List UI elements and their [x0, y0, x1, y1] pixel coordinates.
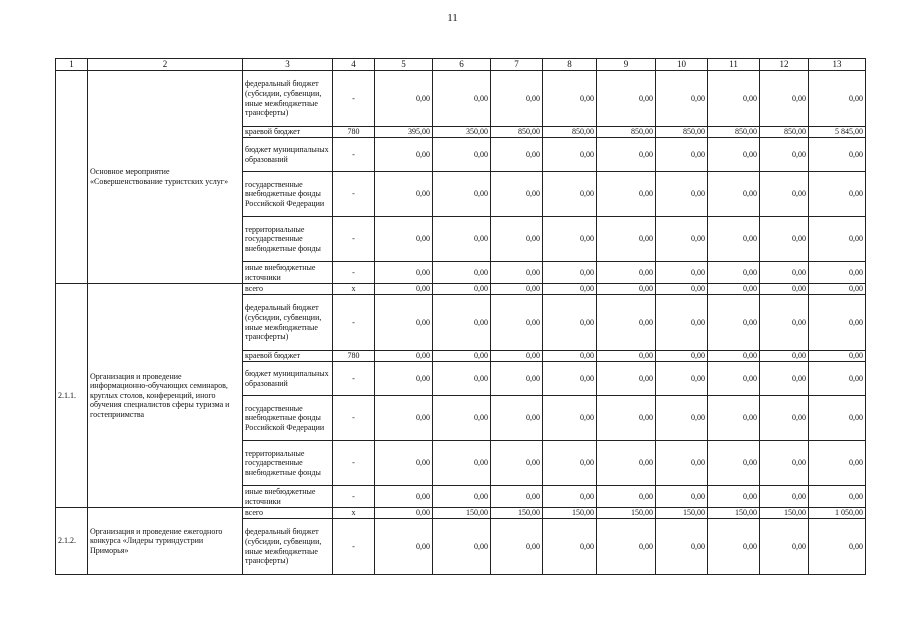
- value-year: 0,00: [708, 284, 760, 295]
- value-year: 0,00: [656, 441, 708, 486]
- value-year: 0,00: [597, 71, 656, 127]
- budget-code: -: [333, 295, 375, 351]
- funding-source: федеральный бюджет (субсидии, субвенции, иные межбюджетные трансферты): [243, 295, 333, 351]
- header-cell-13: 13: [809, 59, 866, 71]
- budget-code: x: [333, 284, 375, 295]
- budget-code: -: [333, 172, 375, 217]
- table-body: [56, 71, 866, 575]
- value-year: 0,00: [597, 396, 656, 441]
- value-year: 0,00: [760, 262, 809, 284]
- value-year: 0,00: [375, 262, 433, 284]
- value-year: 0,00: [491, 351, 543, 362]
- funding-source: государственные внебюджетные фонды Российской Федерации: [243, 396, 333, 441]
- value-year: 0,00: [491, 441, 543, 486]
- item-name: Организация и проведение ежегодного конкурса «Лидеры туриндустрии Приморья»: [88, 508, 243, 575]
- header-cell-8: 8: [543, 59, 597, 71]
- value-year: 395,00: [375, 127, 433, 138]
- value-year: 0,00: [375, 508, 433, 519]
- value-year: 0,00: [491, 519, 543, 575]
- value-year: 0,00: [543, 284, 597, 295]
- value-year: 0,00: [543, 138, 597, 172]
- value-year: 850,00: [491, 127, 543, 138]
- value-year: 0,00: [656, 486, 708, 508]
- value-total: 0,00: [809, 284, 866, 295]
- value-year: 0,00: [375, 284, 433, 295]
- value-year: 0,00: [491, 217, 543, 262]
- value-total: 0,00: [809, 71, 866, 127]
- value-year: 150,00: [543, 508, 597, 519]
- value-total: 0,00: [809, 217, 866, 262]
- funding-source: краевой бюджет: [243, 351, 333, 362]
- value-year: 350,00: [433, 127, 491, 138]
- value-year: 0,00: [491, 486, 543, 508]
- value-year: 0,00: [656, 362, 708, 396]
- value-year: 0,00: [708, 172, 760, 217]
- budget-code: -: [333, 486, 375, 508]
- value-year: 0,00: [656, 172, 708, 217]
- value-year: 0,00: [491, 362, 543, 396]
- value-year: 0,00: [433, 262, 491, 284]
- funding-source: иные внебюджетные источники: [243, 262, 333, 284]
- value-total: 0,00: [809, 441, 866, 486]
- value-year: 0,00: [491, 262, 543, 284]
- value-year: 850,00: [760, 127, 809, 138]
- value-year: 0,00: [375, 362, 433, 396]
- value-year: 0,00: [708, 396, 760, 441]
- item-name: Организация и проведение информационно-обучающих семинаров, круглых столов, конференций, иного обучения специалистов сферы туризма и гостеприимства: [88, 284, 243, 508]
- item-index: 2.1.1.: [56, 284, 88, 508]
- table-row: [56, 284, 866, 295]
- value-year: 0,00: [656, 284, 708, 295]
- value-year: 0,00: [491, 71, 543, 127]
- budget-code: 780: [333, 351, 375, 362]
- value-year: 0,00: [597, 138, 656, 172]
- value-year: 0,00: [543, 441, 597, 486]
- funding-source: федеральный бюджет (субсидии, субвенции, иные межбюджетные трансферты): [243, 519, 333, 575]
- header-cell-9: 9: [597, 59, 656, 71]
- value-year: 0,00: [656, 262, 708, 284]
- value-year: 0,00: [491, 396, 543, 441]
- value-year: 0,00: [491, 284, 543, 295]
- table-row: [56, 71, 866, 127]
- table-header: [56, 59, 866, 71]
- value-year: 0,00: [375, 396, 433, 441]
- budget-code: x: [333, 508, 375, 519]
- table-row: [56, 508, 866, 519]
- funding-source: бюджет муниципальных образований: [243, 362, 333, 396]
- value-year: 0,00: [656, 519, 708, 575]
- funding-source: всего: [243, 284, 333, 295]
- value-total: 0,00: [809, 138, 866, 172]
- value-year: 0,00: [543, 172, 597, 217]
- value-year: 0,00: [433, 284, 491, 295]
- value-total: 0,00: [809, 486, 866, 508]
- value-year: 0,00: [543, 486, 597, 508]
- value-year: 0,00: [543, 295, 597, 351]
- header-cell-4: 4: [333, 59, 375, 71]
- budget-code: -: [333, 262, 375, 284]
- budget-code: -: [333, 71, 375, 127]
- value-year: 0,00: [656, 295, 708, 351]
- value-total: 1 050,00: [809, 508, 866, 519]
- value-year: 0,00: [543, 351, 597, 362]
- budget-table: [55, 58, 866, 575]
- value-year: 0,00: [375, 138, 433, 172]
- value-year: 850,00: [708, 127, 760, 138]
- value-year: 0,00: [597, 441, 656, 486]
- value-year: 0,00: [543, 217, 597, 262]
- value-year: 0,00: [708, 295, 760, 351]
- value-year: 0,00: [491, 295, 543, 351]
- value-year: 0,00: [433, 396, 491, 441]
- value-year: 0,00: [760, 486, 809, 508]
- value-year: 850,00: [543, 127, 597, 138]
- value-year: 0,00: [433, 519, 491, 575]
- value-year: 0,00: [433, 362, 491, 396]
- funding-source: федеральный бюджет (субсидии, субвенции, иные межбюджетные трансферты): [243, 71, 333, 127]
- value-year: 0,00: [708, 486, 760, 508]
- value-year: 0,00: [656, 217, 708, 262]
- value-year: 0,00: [433, 295, 491, 351]
- value-year: 0,00: [760, 351, 809, 362]
- value-year: 0,00: [597, 519, 656, 575]
- value-year: 0,00: [433, 486, 491, 508]
- budget-code: -: [333, 217, 375, 262]
- value-year: 0,00: [375, 172, 433, 217]
- value-year: 0,00: [433, 172, 491, 217]
- value-year: 0,00: [433, 138, 491, 172]
- value-year: 0,00: [760, 71, 809, 127]
- value-year: 0,00: [656, 138, 708, 172]
- header-cell-3: 3: [243, 59, 333, 71]
- value-year: 0,00: [597, 362, 656, 396]
- value-year: 0,00: [543, 396, 597, 441]
- value-year: 0,00: [597, 351, 656, 362]
- budget-code: -: [333, 138, 375, 172]
- funding-source: территориальные государственные внебюджетные фонды: [243, 217, 333, 262]
- budget-code: 780: [333, 127, 375, 138]
- funding-source: государственные внебюджетные фонды Российской Федерации: [243, 172, 333, 217]
- item-index: [56, 71, 88, 284]
- value-year: 0,00: [656, 71, 708, 127]
- value-year: 0,00: [543, 71, 597, 127]
- value-year: 0,00: [491, 172, 543, 217]
- value-year: 0,00: [375, 351, 433, 362]
- value-year: 0,00: [543, 262, 597, 284]
- value-year: 850,00: [597, 127, 656, 138]
- value-year: 0,00: [433, 71, 491, 127]
- item-index: 2.1.2.: [56, 508, 88, 575]
- value-year: 0,00: [708, 138, 760, 172]
- header-cell-1: 1: [56, 59, 88, 71]
- value-year: 150,00: [708, 508, 760, 519]
- funding-source: бюджет муниципальных образований: [243, 138, 333, 172]
- value-year: 0,00: [760, 396, 809, 441]
- header-cell-6: 6: [433, 59, 491, 71]
- item-name: Основное мероприятие «Совершенствование туристских услуг»: [88, 71, 243, 284]
- value-year: 0,00: [760, 138, 809, 172]
- value-year: 0,00: [375, 486, 433, 508]
- value-year: 150,00: [433, 508, 491, 519]
- value-year: 0,00: [760, 217, 809, 262]
- value-year: 0,00: [597, 486, 656, 508]
- value-year: 150,00: [656, 508, 708, 519]
- value-year: 0,00: [543, 519, 597, 575]
- value-total: 0,00: [809, 519, 866, 575]
- value-year: 0,00: [375, 217, 433, 262]
- budget-code: -: [333, 362, 375, 396]
- value-year: 0,00: [597, 295, 656, 351]
- value-total: 0,00: [809, 295, 866, 351]
- header-cell-5: 5: [375, 59, 433, 71]
- value-total: 0,00: [809, 396, 866, 441]
- value-year: 0,00: [708, 262, 760, 284]
- value-year: 0,00: [375, 441, 433, 486]
- value-total: 5 845,00: [809, 127, 866, 138]
- value-year: 850,00: [656, 127, 708, 138]
- value-year: 0,00: [375, 519, 433, 575]
- value-year: 0,00: [433, 441, 491, 486]
- budget-code: -: [333, 519, 375, 575]
- value-year: 0,00: [597, 262, 656, 284]
- header-cell-11: 11: [708, 59, 760, 71]
- funding-source: территориальные государственные внебюджетные фонды: [243, 441, 333, 486]
- value-year: 0,00: [433, 351, 491, 362]
- value-year: 0,00: [708, 362, 760, 396]
- value-year: 0,00: [708, 217, 760, 262]
- value-total: 0,00: [809, 362, 866, 396]
- value-year: 0,00: [760, 362, 809, 396]
- budget-code: -: [333, 441, 375, 486]
- value-year: 0,00: [708, 519, 760, 575]
- value-year: 0,00: [597, 284, 656, 295]
- value-year: 0,00: [491, 138, 543, 172]
- header-cell-2: 2: [88, 59, 243, 71]
- funding-source: иные внебюджетные источники: [243, 486, 333, 508]
- value-year: 0,00: [760, 441, 809, 486]
- value-year: 0,00: [656, 396, 708, 441]
- value-year: 0,00: [760, 295, 809, 351]
- header-cell-10: 10: [656, 59, 708, 71]
- funding-source: всего: [243, 508, 333, 519]
- value-year: 0,00: [375, 295, 433, 351]
- header-cell-12: 12: [760, 59, 809, 71]
- value-year: 0,00: [708, 441, 760, 486]
- value-year: 150,00: [597, 508, 656, 519]
- budget-code: -: [333, 396, 375, 441]
- value-year: 0,00: [597, 172, 656, 217]
- value-year: 0,00: [597, 217, 656, 262]
- value-year: 0,00: [543, 362, 597, 396]
- value-year: 0,00: [433, 217, 491, 262]
- value-year: 0,00: [760, 519, 809, 575]
- header-cell-7: 7: [491, 59, 543, 71]
- value-year: 0,00: [708, 71, 760, 127]
- value-total: 0,00: [809, 172, 866, 217]
- value-total: 0,00: [809, 351, 866, 362]
- value-year: 0,00: [760, 284, 809, 295]
- funding-source: краевой бюджет: [243, 127, 333, 138]
- value-total: 0,00: [809, 262, 866, 284]
- value-year: 150,00: [760, 508, 809, 519]
- page-number: 11: [447, 12, 458, 24]
- value-year: 0,00: [375, 71, 433, 127]
- value-year: 0,00: [760, 172, 809, 217]
- value-year: 0,00: [656, 351, 708, 362]
- value-year: 150,00: [491, 508, 543, 519]
- value-year: 0,00: [708, 351, 760, 362]
